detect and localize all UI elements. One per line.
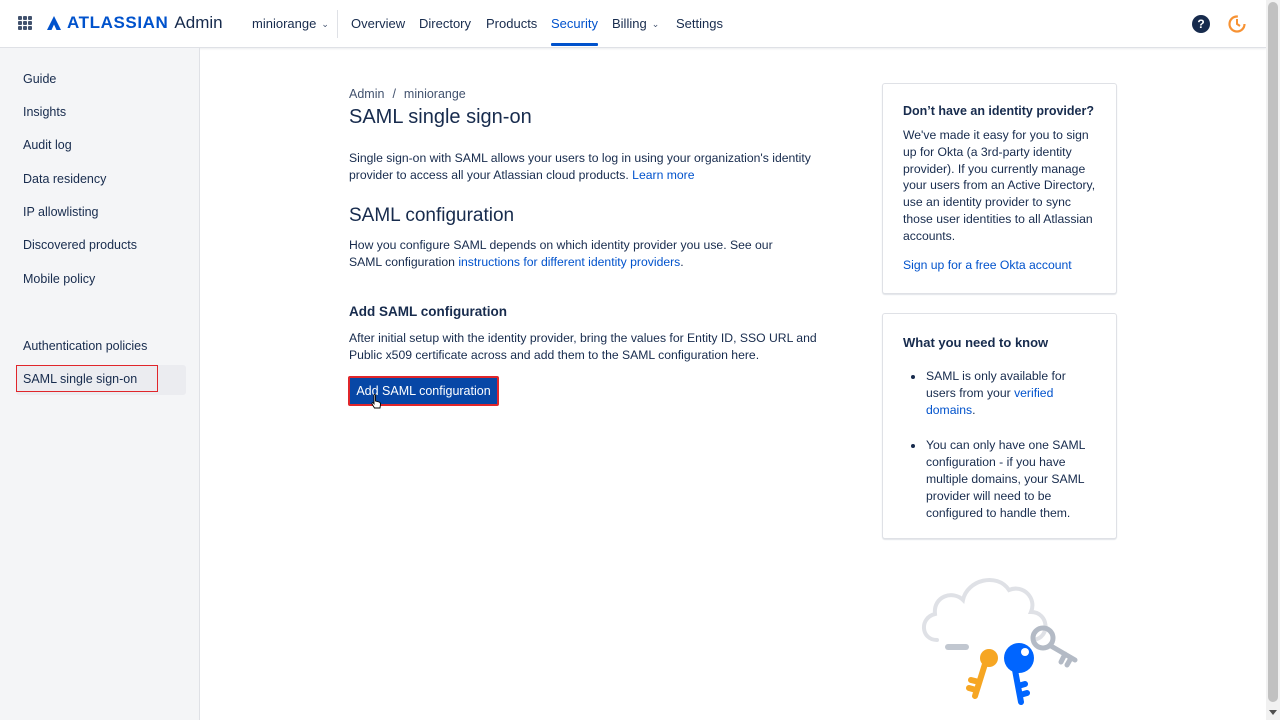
idp-instructions-link[interactable]: instructions for different identity providers (458, 255, 681, 269)
what-you-need-to-know-card (882, 313, 1117, 539)
sidebar-item-audit-log[interactable]: Audit log (23, 138, 72, 152)
breadcrumb-org[interactable]: miniorange (403, 87, 466, 101)
breadcrumb (349, 87, 466, 101)
org-selector-label: miniorange (252, 16, 317, 31)
bullet-period: . (972, 403, 976, 417)
nav-divider (337, 10, 338, 38)
org-selector[interactable] (252, 0, 329, 48)
scrollbar-thumb[interactable] (1268, 2, 1278, 702)
page-title: SAML single sign-on (349, 106, 532, 128)
atlassian-logo-icon (46, 15, 62, 31)
chevron-down-icon: ⌄ (651, 19, 660, 29)
config-text: How you configure SAML depends on which identity provider you use. See our SAML configuration (349, 238, 773, 269)
help-icon[interactable]: ? (1192, 15, 1210, 33)
sidebar-item-insights[interactable]: Insights (23, 105, 67, 119)
chevron-down-icon: ⌄ (321, 19, 329, 29)
logo-text: ATLASSIAN (67, 13, 169, 32)
breadcrumb-separator: / (392, 87, 396, 101)
pointer-cursor-icon (370, 394, 382, 410)
nav-directory[interactable]: Directory (419, 16, 472, 31)
sidebar-item-guide[interactable]: Guide (23, 72, 57, 86)
sidebar-item-authentication-policies[interactable]: Authentication policies (23, 339, 148, 353)
sidebar-item-discovered-products[interactable]: Discovered products (23, 238, 137, 252)
info-bullet-list (905, 368, 1095, 540)
list-item: You can only have one SAML configuration - if you have multiple domains, your SAML provider will need to be configured to handle them. (905, 437, 1095, 522)
breadcrumb-admin[interactable]: Admin (349, 87, 385, 101)
okta-signup-link[interactable]: Sign up for a free Okta account (903, 258, 1072, 272)
add-saml-paragraph: After initial setup with the identity provider, bring the values for Entity ID, SSO URL and Public x509 certificate across and add them to the SAML configuration here. (349, 331, 817, 362)
product-name: Admin (174, 13, 223, 32)
card-title: Don’t have an identity provider? (903, 104, 1094, 118)
card-title: What you need to know (903, 335, 1049, 350)
section-heading-saml-configuration: SAML configuration (349, 205, 515, 226)
scroll-down-icon[interactable] (1269, 710, 1277, 715)
sidebar-item-data-residency[interactable]: Data residency (23, 172, 107, 186)
card-body: We've made it easy for you to sign up for Okta (a 3rd-party identity provider). If you currently manage your users from an Active Directory, use an identity provider to sync those user identities to all Atlassian accounts. (903, 128, 1096, 243)
annotation-highlight-box (16, 365, 158, 392)
atlassian-logo[interactable] (46, 13, 223, 33)
identity-provider-card (882, 83, 1117, 294)
bullet-text: SAML is only available for users from your (926, 369, 1066, 400)
nav-security[interactable]: Security (551, 0, 598, 48)
intro-text: Single sign-on with SAML allows your users to log in using your organization's identity provider to access all your Atlassian cloud products. (349, 151, 811, 182)
nav-products[interactable]: Products (486, 16, 538, 31)
sidebar-item-mobile-policy[interactable]: Mobile policy (23, 272, 96, 286)
add-saml-heading: Add SAML configuration (349, 304, 507, 319)
nav-overview[interactable]: Overview (351, 16, 406, 31)
sidebar-item-saml-sso[interactable]: SAML single sign-on (23, 372, 138, 386)
nav-billing[interactable] (612, 0, 659, 48)
app-switcher-icon[interactable] (18, 16, 32, 30)
intro-paragraph (349, 150, 844, 184)
config-paragraph (349, 237, 799, 271)
cloud-keys-illustration (915, 568, 1085, 708)
sidebar-item-ip-allowlisting[interactable]: IP allowlisting (23, 205, 99, 219)
top-navigation (0, 0, 1266, 48)
nav-billing-label: Billing (612, 16, 647, 31)
learn-more-link[interactable]: Learn more (632, 168, 695, 182)
add-saml-configuration-button[interactable]: Add SAML configuration (348, 376, 499, 406)
sidebar (0, 48, 200, 720)
nav-settings[interactable]: Settings (676, 16, 723, 31)
config-period: . (680, 255, 684, 269)
avatar[interactable] (1227, 14, 1247, 34)
list-item (905, 368, 1095, 419)
verified-domains-link[interactable]: verified domains (926, 386, 1054, 417)
